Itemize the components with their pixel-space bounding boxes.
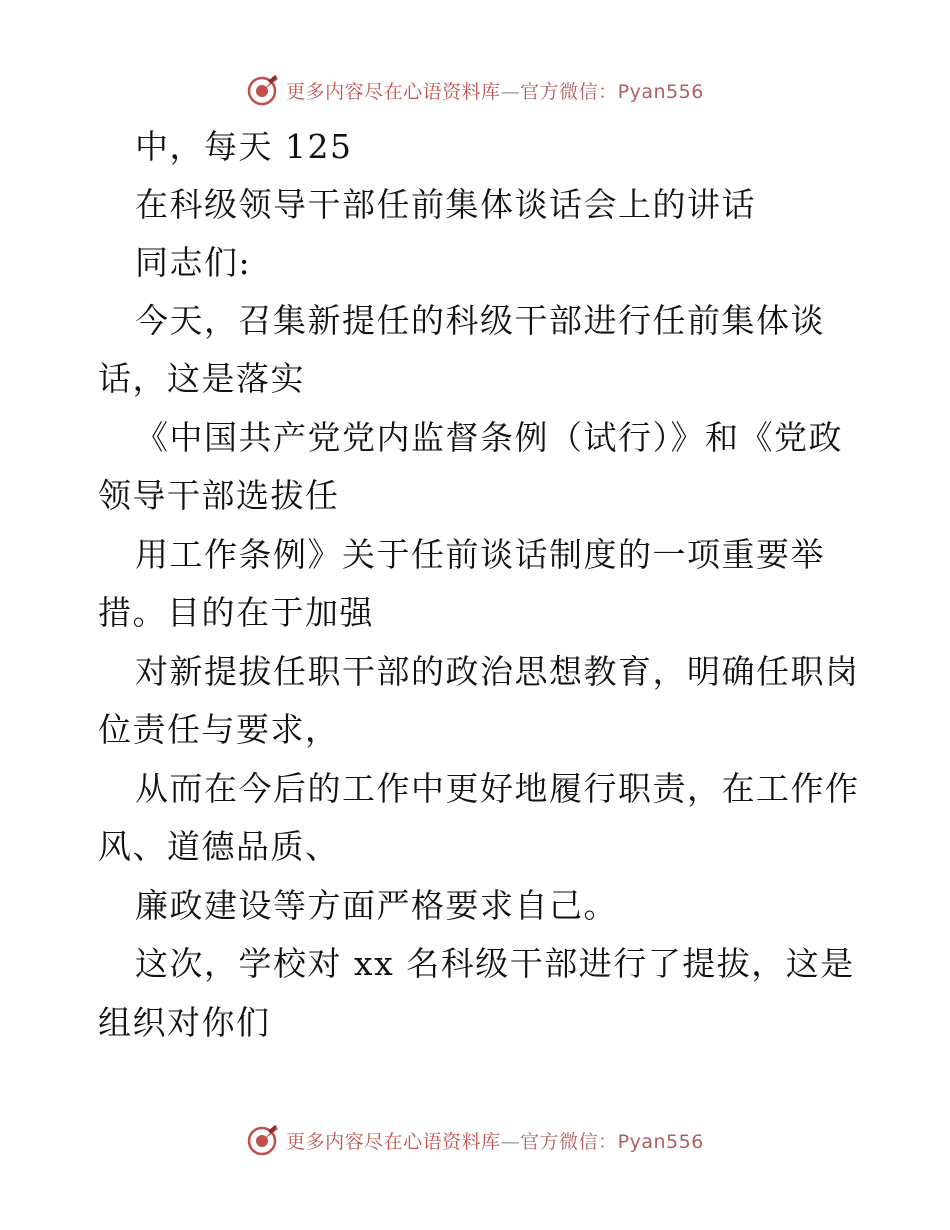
watermark-dash: — xyxy=(500,80,521,103)
text-line: 这次，学校对 xx 名科级干部进行了提拔，这是 xyxy=(135,944,855,983)
watermark-text xyxy=(286,1127,704,1154)
text-line: 组织对你们 xyxy=(98,1003,271,1042)
text-line: 话，这是落实 xyxy=(98,359,305,398)
salutation: 同志们: xyxy=(135,243,252,282)
watermark-text xyxy=(286,77,704,104)
text-line: 从而在今后的工作中更好地履行职责，在工作作 xyxy=(135,769,860,808)
watermark-dash: — xyxy=(500,1130,521,1153)
text-line: 用工作条例》关于任前谈话制度的一项重要举 xyxy=(135,535,825,574)
watermark-main-text: 更多内容尽在心语资料库 xyxy=(286,1130,501,1153)
text-line: 《中国共产党党内监督条例（试行）》和《党政 xyxy=(135,418,843,457)
text-line: 中，每天 125 xyxy=(135,127,353,166)
watermark-wechat-text: 官方微信：Pyan556 xyxy=(520,1130,704,1153)
text-line: 风、道德品质、 xyxy=(98,827,340,866)
text-line: 廉政建设等方面严格要求自己。 xyxy=(135,886,618,925)
text-line: 位责任与要求， xyxy=(98,710,340,749)
watermark-banner-bottom xyxy=(0,1120,950,1160)
text-line: 措。目的在于加强 xyxy=(98,593,374,632)
watermark-main-text: 更多内容尽在心语资料库 xyxy=(286,80,501,103)
watermark-banner-top xyxy=(0,70,950,110)
document-title: 在科级领导干部任前集体谈话会上的讲话 xyxy=(135,185,756,224)
watermark-wechat-text: 官方微信：Pyan556 xyxy=(520,80,704,103)
quill-logo-icon xyxy=(246,73,280,107)
quill-logo-icon xyxy=(246,1123,280,1157)
text-line: 今天，召集新提任的科级干部进行任前集体谈 xyxy=(135,301,825,340)
text-line: 对新提拔任职干部的政治思想教育，明确任职岗 xyxy=(135,652,860,691)
text-line: 领导干部选拔任 xyxy=(98,476,340,515)
